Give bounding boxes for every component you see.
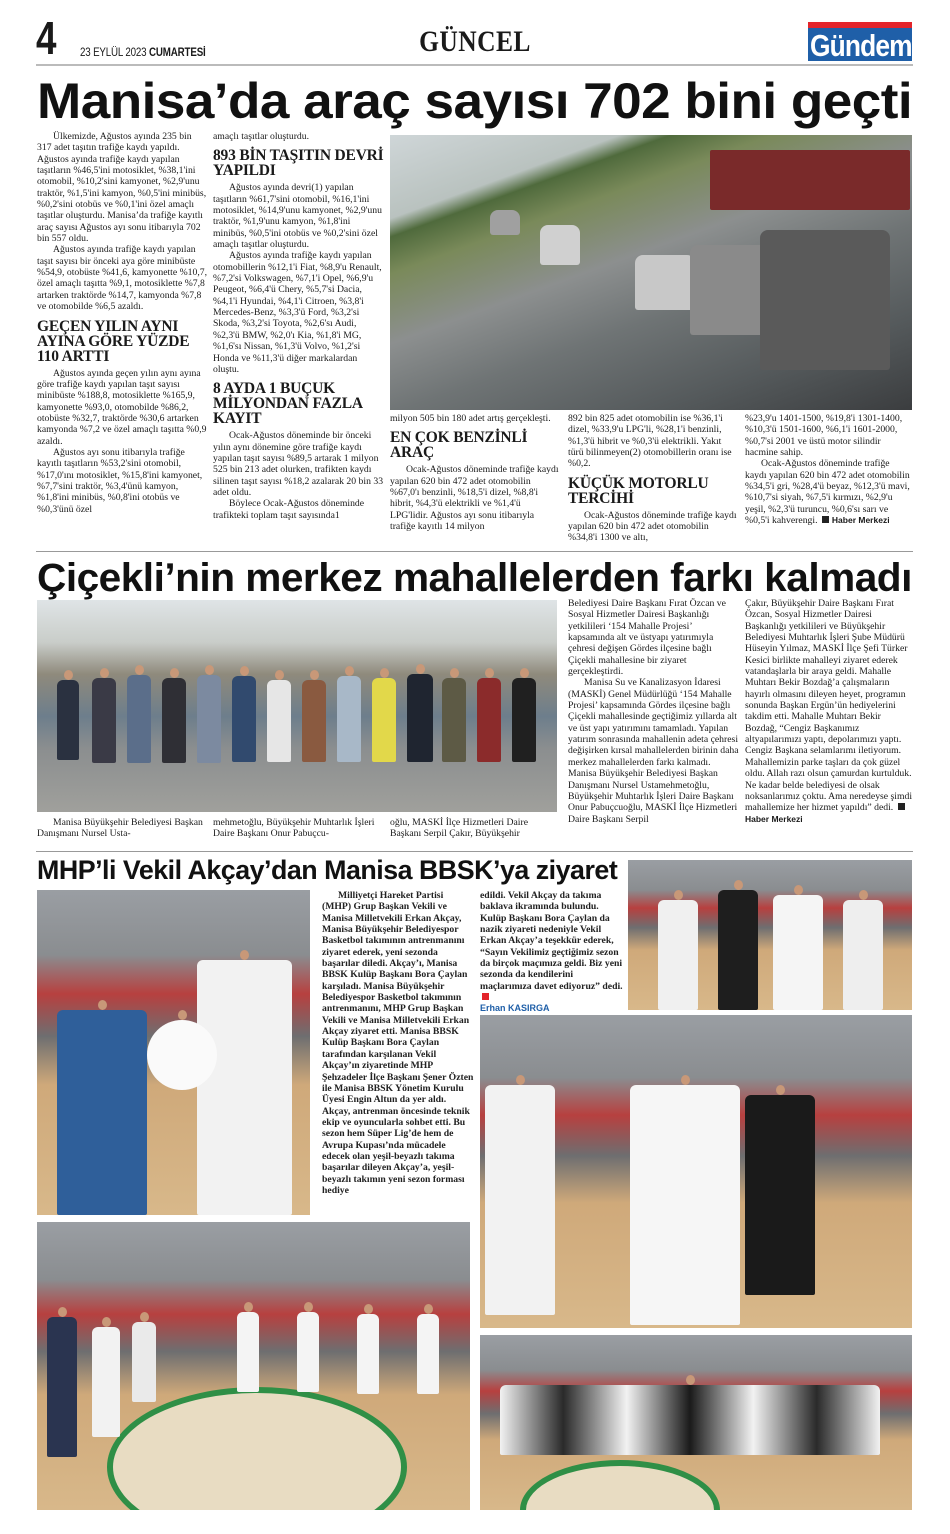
article-column <box>37 817 209 847</box>
paragraph <box>37 368 208 447</box>
team-on-court-photo <box>37 1222 470 1510</box>
paragraph-text: 8 AYDA 1 BUÇUK MİLYONDAN FAZLA KAYIT <box>213 380 363 428</box>
paragraph <box>745 598 913 825</box>
paragraph-text: Manisa Su ve Kanalizasyon İdaresi (MASKİ) Genel Müdürlüğü ‘154 Mahalle Projesi’ kapsamında Gördes ilçesine bağlı Çiçekli mahallesinde geçtiğimiz yıllarda alt ve üst yapı yatırımını tamamladı. Yapılan yatırım sonrasında mahallenin adeta çehresi değişirken kırsal mahallelerden birinin daha merkez mahallelerden farkı kalmadı. Manisa Büyükşehir Belediyesi Başkan Danışmanı Nursel Ustamehmetoğlu, Büyükşehir Muhtarlık İşleri Daire Başkanı Onur Pabuçcuoğlu, MASKİ İlçe Hizmetleri Daire Başkanı Serpil <box>568 677 739 825</box>
section-title: GÜNCEL <box>419 25 531 58</box>
village-visit-group-photo <box>37 600 557 812</box>
headline-cicekli: Çiçekli’nin merkez mahallelerden farkı kalmadı <box>37 556 912 600</box>
article-column <box>213 131 384 546</box>
akcay-wearing-jersey-photo <box>480 1015 912 1328</box>
article-column <box>213 817 385 847</box>
paragraph <box>213 430 384 498</box>
subheading <box>568 476 738 506</box>
logo-wordmark: Gündem <box>810 28 912 61</box>
paragraph-text: KÜÇÜK MOTORLU TERCİHİ <box>568 474 709 507</box>
paragraph <box>390 817 560 840</box>
logo-tagline: Manisa'da <box>811 22 840 28</box>
paragraph-text: Çakır, Büyükşehir Daire Başkanı Fırat Özcan, Sosyal Hizmetler Dairesi Başkanlığı yetkilileri ve Büyükşehir Belediyesi Muhtarlık İşleri Şube Müdürü Hüseyin Yılmaz, MASKİ İlçe Şefi Türker Kesici birlikte mahalleyi ziyaret ederek vatandaşlarla bir araya geldi. Mahalle Muhtarı Bekir Bozdağ’a çalışmaların hayırlı olmasını dileyen heyet, programın sonunda Başkan Ergün’ün hediyelerini takdim etti. Mahalle Muhtarı Bekir Bozdağ, “Cengiz Başkanımız altyapılarımızı yaptı, depolarımızı yaptı. Cengiz Başkana selamlarımı iletiyorum. Mahallemizin parke taşları da çok güzel oldu. Allah razı olsun çamurdan kurtulduk. Ne kadar belde belediyesi de olsak noksanlarımız çoktu. Ama neredeyse şimdi mahallemize her hizmet yapıldı” dedi. <box>745 598 913 814</box>
paragraph-text: EN ÇOK BENZİNLİ ARAÇ <box>390 429 528 462</box>
jersey-presentation-photo <box>37 890 310 1215</box>
article-column <box>37 131 208 546</box>
paragraph-text: Ocak-Ağustos döneminde trafiğe kaydı yapılan 620 bin 472 adet otomobilin %67,0'ı benzinli, %18,5'i dizel, %8,8'i hibrit, %4,3'ü elektrikli ve %1,4'ü LPG'lidir. Ağustos ayı sonu itibarıyla trafiğe kayıtlı 14 milyon <box>390 464 559 533</box>
article-divider <box>36 851 913 852</box>
paragraph-text: %23,9'u 1401-1500, %19,8'i 1301-1400, %10,3'ü 1501-1600, %6,1'i 1601-2000, %0,7'si 2001 ve üstü motor silindir hacmine sahip. <box>745 413 903 459</box>
paragraph-text: Ocak-Ağustos döneminde bir önceki yılın aynı dönemine göre trafiğe kaydı yapılan taşıt sayısı %89,5 artarak 1 milyon 525 bin 213 adet olurken, trafikten kaydı silinen taşıt sayısı %18,2 azalarak 20 bin 33 adet oldu. <box>213 430 384 498</box>
paragraph <box>390 413 560 424</box>
paragraph <box>213 817 385 840</box>
article-column <box>745 598 913 846</box>
group-photo-on-court <box>480 1335 912 1510</box>
paragraph-text: Böylece Ocak-Ağustos döneminde trafikteki toplam taşıt sayısında1 <box>213 498 365 521</box>
subheading <box>213 381 384 426</box>
article-column <box>322 890 474 1215</box>
paragraph-text: milyon 505 bin 180 adet artış gerçekleşti. <box>390 413 551 424</box>
paragraph-text: Ağustos ayında trafiğe kaydı yapılan otomobillerin %12,1'i Fiat, %8,9'u Renault, %7,2'si Volkswagen, %7,1'i Opel, %6,9'u Peugeot, %6,4'ü Chery, %5,7'si Dacia, %4,1'i Hyundai, %4,1'i Citroen, %3,8'i Mercedes-Benz, %3,3'ü Ford, %3,2'si Skoda, %3,2'si Toyota, %2,6'sı Audi, %2,3'ü BMW, %2,0'ı Kia, %1,8'i MG, %1,6'sı Nissan, %1,3'ü Volvo, %1,2'si Honda ve %11,3'ü diğer markalardan oluştu. <box>213 250 382 375</box>
page-number: 4 <box>36 12 57 64</box>
author-signature: Haber Merkezi <box>745 813 803 824</box>
paragraph <box>37 447 208 515</box>
paragraph <box>480 890 625 1012</box>
paragraph-text: Milliyetçi Hareket Partisi (MHP) Grup Başkan Vekili ve Manisa Milletvekili Erkan Akçay, Manisa Büyükşehir Belediyespor Basketbol takımının antrenmanını ziyaret ederek, yeni sezonda başarılar diledi. Akçay’ı, Manisa BBSK Kulüp Başkanı Bora Çaylan karşıladı. Manisa Büyükşehir Belediyespor Basketbol takımının antrenmanını, MHP Grup Başkan Vekili ve Manisa Milletvekili Erkan Akçay ziyaret etti. Manisa BBSK Kulüp Başkanı Bora Çaylan tarafından karşılanan Vekil Akçay’ın ziyaretinde MHP Şehzadeler İlçe Başkanı Şener Özten ile Manisa BBSK Yönetim Kurulu Üyesi Engin Altun da yer aldı. Akçay, antrenman öncesinde teknik ekip ve oyuncularla sohbet etti. Bu sezon hem Süper Lig’de hem de Avrupa Kupası’nda mücadele edecek olan yeşil-beyazlı takıma başarılar dileyen Akçay’a, yeşil-beyazlı takımın yeni sezon forması hediye <box>322 890 474 1196</box>
paragraph-text: Ülkemizde, Ağustos ayında 235 bin 317 adet taşıtın trafiğe kaydı yapıldı. Ağustos ayında trafiğe kaydı yapılan taşıtların %46,5'ini motosiklet, %38,1'ini otomobil, %10,2'sini kamyonet, %2,9'unu traktör, %1,5'ini kamyon, %0,5'ini minibüs, %0,2'sini otobüs ve %0,1'ini özel amaçlı taşıtlar oluşturdu. Manisa’da trafiğe kayıtlı araç sayısı Ağustos ayı sonu itibarıyla 702 bin 557 oldu. <box>37 131 207 245</box>
newspaper-logo <box>808 22 912 61</box>
paragraph-text: GEÇEN YILIN AYNI AYINA GÖRE YÜZDE 110 ARTTI <box>37 317 190 365</box>
paragraph <box>37 244 208 312</box>
paragraph <box>568 598 740 677</box>
paragraph <box>745 458 913 526</box>
article-column <box>568 598 740 846</box>
square-bullet-icon <box>822 516 829 523</box>
red-square-icon <box>482 993 489 1000</box>
paragraph-text: Ağustos ayında trafiğe kaydı yapılan taşıt sayısı bir önceki aya göre minibüste %54,9, otobüste %41,6, kamyonette %10,7, özel amaçlı taşıtta %9,1, motosiklette %7,8 artarken traktörde %14,7, kamyonda %7,8 ve otomobilde %6,5 azaldı. <box>37 244 208 313</box>
paragraph-text: Manisa Büyükşehir Belediyesi Başkan Danışmanı Nursel Usta- <box>37 817 203 840</box>
headline-vehicle-count: Manisa’da araç sayısı 702 bini geçti <box>37 73 913 129</box>
paragraph <box>213 182 384 250</box>
weekday-text: CUMARTESİ <box>149 47 206 59</box>
paragraph-text: Ocak-Ağustos döneminde trafiğe kaydı yapılan 620 bin 472 adet otomobilin %34,5'i gri, %28,4'ü beyaz, %12,3'ü mavi, %10,7'si siyah, %7,5'i kırmızı, %2,9'u yeşil, %2,3'ü turuncu, %0,6'sı sarı ve %0,5'i kahverengi. <box>745 458 910 527</box>
paragraph-text: Ağustos ayında geçen yılın aynı ayına göre trafiğe kaydı yapılan taşıt sayısı minibüste %188,8, motosiklette %165,9, kamyonette %93,0, otomobilde %86,2, otobüste %32,7, traktörde %30,6 artarken kamyonda %7,2 ve özel amaçlı taşıtta %0,9 azaldı. <box>37 367 207 447</box>
article-column <box>568 413 738 548</box>
paragraph-text: Ocak-Ağustos döneminde trafiğe kaydı yapılan 620 bin 472 adet otomobilin %34,8'i 1300 ve altı, <box>568 509 737 544</box>
paragraph <box>390 464 560 532</box>
paragraph <box>213 131 384 142</box>
date-text: 23 EYLÜL 2023 <box>80 47 147 59</box>
subheading <box>390 430 560 460</box>
author-byline: Erhan KASIRGA <box>480 1003 550 1012</box>
paragraph-text: mehmetoğlu, Büyükşehir Muhtarlık İşleri Daire Başkanı Onur Pabuçcu- <box>213 817 375 840</box>
paragraph <box>213 250 384 375</box>
paragraph <box>745 413 913 458</box>
paragraph <box>37 817 209 840</box>
article-divider <box>36 551 913 552</box>
masthead-divider <box>36 64 913 66</box>
paragraph-text: oğlu, MASKİ İlçe Hizmetleri Daire Başkanı Serpil Çakır, Büyükşehir <box>390 817 529 840</box>
paragraph-text: amaçlı taşıtlar oluşturdu. <box>213 131 310 142</box>
paragraph-text: Belediyesi Daire Başkanı Fırat Özcan ve Sosyal Hizmetler Dairesi Başkanlığı yetkilileri ‘154 Mahalle Projesi’ kapsamında alt ve üstyapı yatırımıyla çehresi değişen Gördes ilçesine bağlı Çiçekli mahallesine bir ziyaret gerçekleştirdi. <box>568 598 726 678</box>
paragraph <box>568 510 738 544</box>
square-bullet-icon <box>898 803 905 810</box>
paragraph <box>568 413 738 470</box>
paragraph-text: Ağustos ayında devri(1) yapılan taşıtların %61,7'sini otomobil, %16,1'ini motosiklet, %14,9'unu kamyonet, %2,9'unu traktör, %1,9'unu kamyon, %1,8'ini minibüs, %0,5'ini otobüs ve %0,2'sini özel amaçlı taşıtlar oluşturdu. <box>213 182 382 251</box>
paragraph <box>568 677 740 824</box>
players-with-guest-photo <box>628 860 912 1010</box>
author-signature: Haber Merkezi <box>831 515 890 526</box>
article-column <box>390 817 560 847</box>
traffic-jam-photo <box>390 135 912 410</box>
subheading <box>37 319 208 364</box>
article-column <box>480 890 625 1012</box>
paragraph <box>322 890 474 1196</box>
paragraph <box>213 498 384 521</box>
subheading <box>213 148 384 178</box>
paragraph <box>37 131 208 244</box>
article-column <box>745 413 913 548</box>
headline-akcay-visit: MHP’li Vekil Akçay’dan Manisa BBSK’ya ziyaret <box>37 855 618 885</box>
paragraph-text: Ağustos ayı sonu itibarıyla trafiğe kayıtlı taşıtların %53,2'sini otomobil, %17,0'ını motosiklet, %15,8'ini kamyonet, %7,7'sini traktör, %3,4'ünü kamyon, %1,8'ini minibüs, %0,8'ini otobüs ve %0,3'ünü özel <box>37 446 203 515</box>
paragraph-text: 893 BİN TAŞITIN DEVRİ YAPILDI <box>213 147 384 180</box>
paragraph-text: edildi. Vekil Akçay da takıma baklava ikramında bulundu. Kulüp Başkanı Bora Çaylan da nazik ziyareti nedeniyle Vekil Erkan Akçay’a teşekkür ederek, “Sayın Vekilimiz geçtiğimiz sezon da birçok maçımıza geldi. Biz yeni sezonda da kendilerini maçlarımıza davet ediyoruz” dedi. <box>480 890 623 992</box>
issue-date <box>80 47 208 60</box>
article-column <box>390 413 560 548</box>
paragraph-text: 892 bin 825 adet otomobilin ise %36,1'i dizel, %33,9'u LPG'li, %28,1'i benzinli, %1,3'ü hibrit ve %0,3'ü elektrikli. Yakıt türü bilinmeyen(2) otomobillerin oranı ise %0,2. <box>568 413 732 470</box>
